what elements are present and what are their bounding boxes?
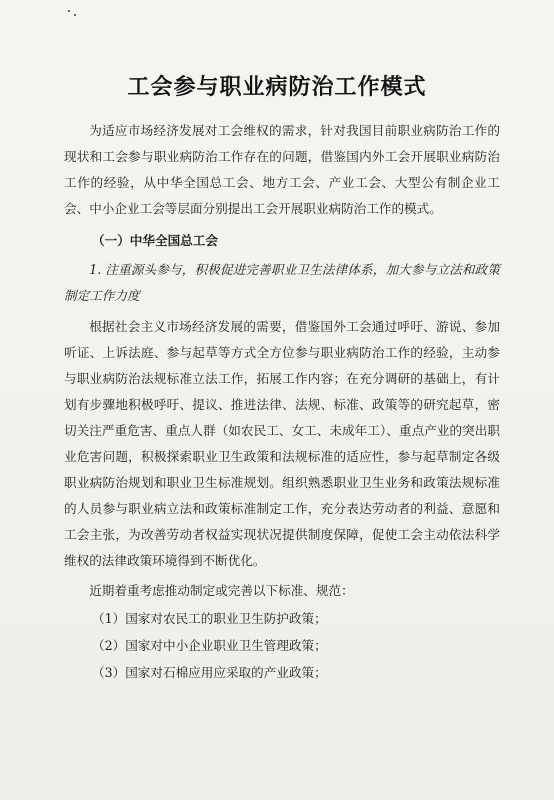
body-paragraph: 根据社会主义市场经济发展的需要，借鉴国外工会通过呼吁、游说、参加听证、上诉法庭、参与起草等方式全方位参与职业病防治工作的经验，主动参与职业病防治法规标准立法工作，拓展工作内容；在充分调研的基础上，有计划有步骤地积极呼吁、提议、推进法律、法规、标准、政策等的研究起草，密切关注严重危害、重点人群（如农民工、女工、未成年工）、重点产业的突出职业危害问题，积极探索职业卫生政策和法规标准的适应性，参与起草制定各级职业病防治规划和职业卫生标准规划。组织熟悉职业卫生业务和政策法规标准的人员参与职业病立法和政策标准制定工作，充分表达劳动者的利益、意愿和工会主张，为改善劳动者权益实现状况提供制度保障，促使工会主动依法科学维权的法律政策环境得到不断优化。: [64, 319, 500, 568]
list-item: （2）国家对中小企业职业卫生管理政策；: [92, 638, 327, 653]
subsection-heading: 1. 注重源头参与，积极促进完善职业卫生法律体系，加大参与立法和政策制定工作力度: [64, 262, 500, 303]
document-title: 工会参与职业病防治工作模式: [127, 75, 427, 100]
list-intro: 近期着重考虑推动制定或完善以下标准、规范：: [89, 583, 354, 598]
intro-paragraph: 为适应市场经济发展对工会维权的需求，针对我国目前职业病防治工作的现状和工会参与职业病防治工作存在的问题，借鉴国内外工会开展职业病防治工作的经验，从中华全国总工会、地方工会、产业工会、大型公有制企业工会、中小企业工会等层面分别提出工会开展职业病防治工作的模式。: [64, 123, 500, 216]
scan-speck: [74, 14, 76, 16]
scan-speck: [68, 10, 70, 12]
section-heading: （一）中华全国总工会: [92, 233, 218, 248]
list-item: （3）国家对石棉应用应采取的产业政策；: [92, 665, 327, 680]
list-item: （1）国家对农民工的职业卫生防护政策；: [92, 611, 327, 626]
